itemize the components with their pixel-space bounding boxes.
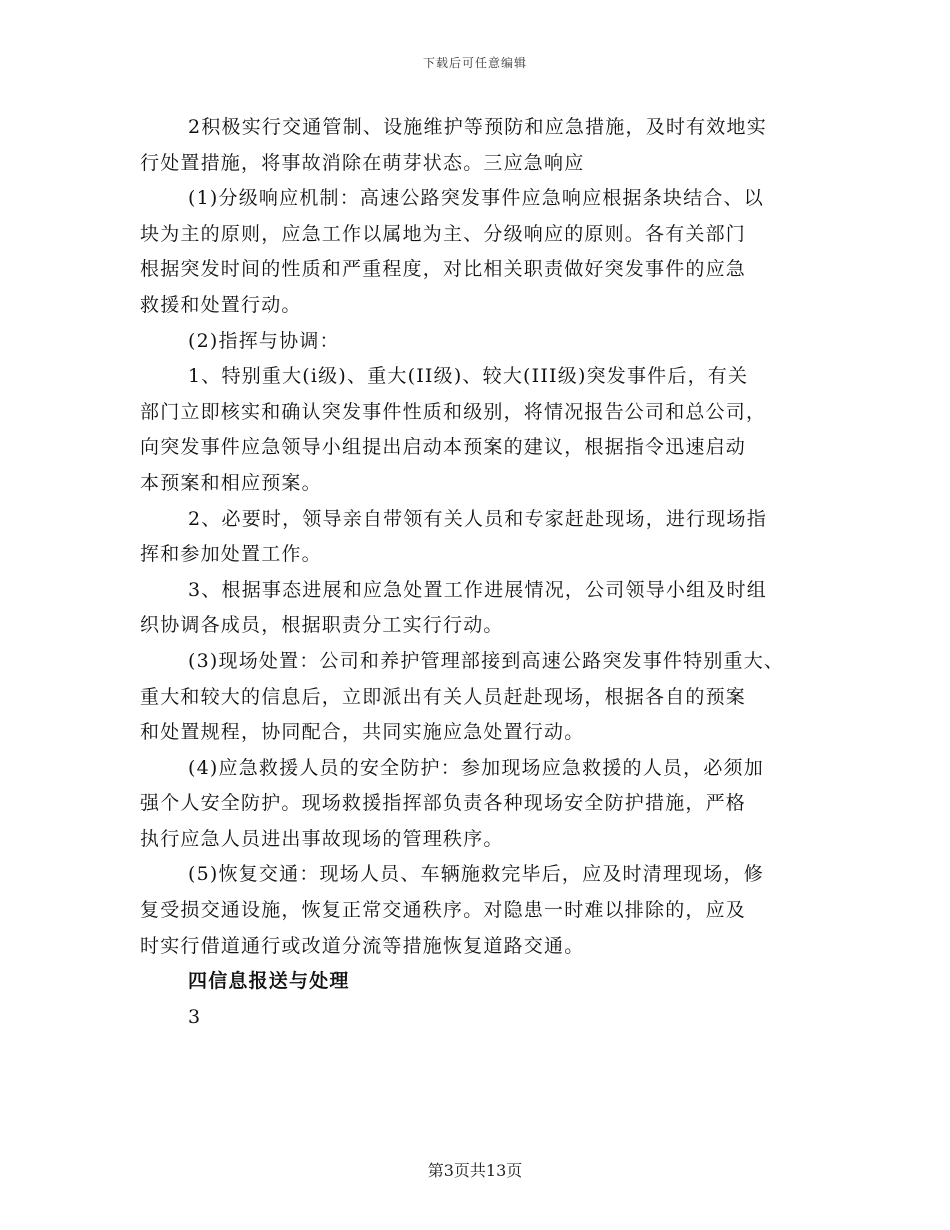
text-line: 块为主的原则，应急工作以属地为主、分级响应的原则。各有关部门 [140,222,747,245]
text-line: 本预案和相应预案。 [140,471,322,494]
text-line: 复受损交通设施，恢复正常交通秩序。对隐患一时难以排除的，应及 [140,899,747,922]
section-heading: 四信息报送与处理 [188,970,350,993]
text-line: (4)应急救援人员的安全防护：参加现场应急救援的人员，必须加 [188,756,764,779]
text-line: 向突发事件应急领导小组提出启动本预案的建议，根据指令迅速启动 [140,436,747,459]
text-line: 强个人安全防护。现场救援指挥部负责各种现场安全防护措施，严格 [140,792,747,815]
text-line: 时实行借道通行或改道分流等措施恢复道路交通。 [140,934,585,957]
text-line: 根据突发时间的性质和严重程度，对比相关职责做好突发事件的应急 [140,258,747,281]
text-line: 挥和参加处置工作。 [140,543,322,566]
text-line: 重大和较大的信息后，立即派出有关人员赶赴现场，根据各自的预案 [140,685,747,708]
page-header: 下载后可任意编辑 [422,56,527,70]
text-line: 2、必要时，领导亲自带领有关人员和专家赶赴现场，进行现场指 [188,507,767,530]
document-body [140,110,820,1035]
text-line: 执行应急人员进出事故现场的管理秩序。 [140,827,504,850]
text-line: (5)恢复交通：现场人员、车辆施救完毕后，应及时清理现场，修 [188,863,764,886]
text-line: (2)指挥与协调： [188,329,340,352]
text-line: (3)现场处置：公司和养护管理部接到高速公路突发事件特别重大、 [188,649,785,672]
trailing-number: 3 [188,1005,202,1028]
text-line: 和处置规程，协同配合，共同实施应急处置行动。 [140,721,585,744]
text-line: 2积极实行交通管制、设施维护等预防和应急措施，及时有效地实 [188,116,767,138]
text-line: (1)分级响应机制：高速公路突发事件应急响应根据条块结合、以 [188,187,764,210]
text-line: 3、根据事态进展和应急处置工作进展情况，公司领导小组及时组 [188,578,767,601]
text-line: 行处置措施，将事故消除在萌芽状态。三应急响应 [140,151,585,174]
page-footer: 第3页共13页 [427,1161,523,1180]
text-line: 救援和处置行动。 [140,293,302,316]
text-line: 1、特别重大(i级)、重大(II级)、较大(III级)突发事件后，有关 [188,365,749,388]
text-line: 部门立即核实和确认突发事件性质和级别，将情况报告公司和总公司， [140,400,767,423]
text-line: 织协调各成员，根据职责分工实行行动。 [140,614,504,637]
